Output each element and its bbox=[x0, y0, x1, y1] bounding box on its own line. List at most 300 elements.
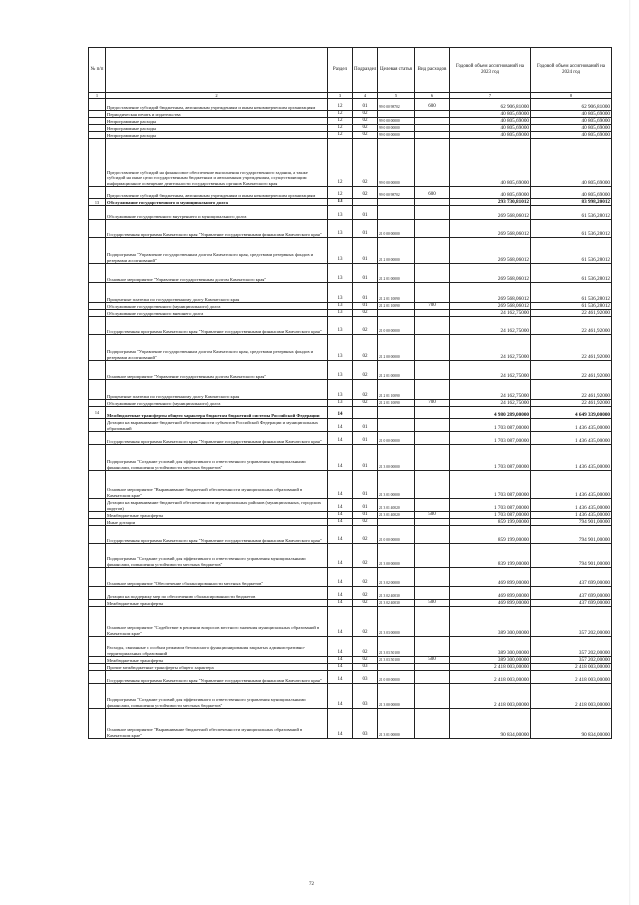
table-row bbox=[89, 361, 612, 380]
razdel-cell: 14 bbox=[328, 519, 353, 526]
table-row bbox=[89, 587, 612, 600]
allocation-2023-cell: 1 703 087,00000 bbox=[450, 499, 531, 512]
razdel-cell: 14 bbox=[328, 544, 353, 568]
budget-allocation-table bbox=[88, 47, 612, 739]
row-number-cell bbox=[89, 526, 106, 544]
row-name-cell: Обслуживание государственного (муниципального) долга bbox=[106, 400, 328, 407]
allocation-2023-cell: 2 418 003,00000 bbox=[450, 671, 531, 684]
razdel-cell: 14 bbox=[328, 600, 353, 607]
row-number-cell bbox=[89, 132, 106, 139]
row-name-cell: Непрограммные расходы bbox=[106, 125, 328, 132]
table-row bbox=[89, 544, 612, 568]
header-name bbox=[106, 48, 328, 93]
target-article-cell bbox=[378, 206, 415, 220]
razdel-cell: 14 bbox=[328, 637, 353, 657]
allocation-2024-cell: 1 436 435,00000 bbox=[531, 445, 612, 471]
row-number-cell bbox=[89, 187, 106, 199]
podrazdel-cell: 03 bbox=[353, 664, 378, 671]
table-row bbox=[89, 99, 612, 111]
podrazdel-cell: 02 bbox=[353, 118, 378, 125]
row-number-cell bbox=[89, 303, 106, 310]
expense-type-cell bbox=[415, 199, 450, 206]
allocation-2024-cell: 437 699,00000 bbox=[531, 568, 612, 587]
razdel-cell: 14 bbox=[328, 607, 353, 637]
row-name-cell: Межбюджетные трансферты bbox=[106, 657, 328, 664]
podrazdel-cell: 02 bbox=[353, 380, 378, 400]
allocation-2024-cell: 22 461,92000 bbox=[531, 317, 612, 335]
target-article-cell: 21 2 00 00000 bbox=[378, 335, 415, 361]
allocation-2023-cell: 389 300,00000 bbox=[450, 637, 531, 657]
row-name-cell: Непрограммные расходы bbox=[106, 118, 328, 125]
header-razdel: Раздел bbox=[328, 48, 353, 93]
expense-type-cell bbox=[415, 709, 450, 739]
razdel-cell: 13 bbox=[328, 361, 353, 380]
row-number-cell bbox=[89, 118, 106, 125]
allocation-2024-cell: 22 461,92000 bbox=[531, 380, 612, 400]
podrazdel-cell: 02 bbox=[353, 187, 378, 199]
row-name-cell: Периодическая печать и издательства bbox=[106, 111, 328, 118]
allocation-2024-cell: 4 649 339,00000 bbox=[531, 407, 612, 419]
table-row bbox=[89, 264, 612, 283]
allocation-2023-cell: 24 162,75000 bbox=[450, 380, 531, 400]
row-name-cell: Подпрограмма "Создание условий для эффективного и ответственного управления муниципальными финансами, повышения устойчивости местных бюджетов" bbox=[106, 544, 328, 568]
podrazdel-cell: 01 bbox=[353, 512, 378, 519]
razdel-cell: 14 bbox=[328, 512, 353, 519]
expense-type-cell: 700 bbox=[415, 303, 450, 310]
podrazdel-cell: 02 bbox=[353, 607, 378, 637]
row-number-cell bbox=[89, 400, 106, 407]
razdel-cell: 13 bbox=[328, 310, 353, 317]
podrazdel-cell: 02 bbox=[353, 544, 378, 568]
allocation-2023-cell: 62 906,81000 bbox=[450, 99, 531, 111]
row-number-cell bbox=[89, 335, 106, 361]
row-name-cell: Основное мероприятие "Обеспечение сбалансированности местных бюджетов" bbox=[106, 568, 328, 587]
razdel-cell: 14 bbox=[328, 684, 353, 709]
allocation-2023-cell: 24 162,75000 bbox=[450, 317, 531, 335]
allocation-2024-cell: 1 436 435,00000 bbox=[531, 499, 612, 512]
header-allocation-2024: Годовой объем ассигнований на 2024 год bbox=[531, 48, 612, 93]
podrazdel-cell bbox=[353, 407, 378, 419]
allocation-2024-cell: 40 805,69000 bbox=[531, 132, 612, 139]
row-name-cell: Межбюджетные трансферты bbox=[106, 512, 328, 519]
razdel-cell: 13 bbox=[328, 303, 353, 310]
allocation-2023-cell: 269 568,06012 bbox=[450, 264, 531, 283]
table-row bbox=[89, 139, 612, 187]
target-article-cell: 21 0 00 00000 bbox=[378, 526, 415, 544]
row-number-cell bbox=[89, 432, 106, 445]
page-number: 72 bbox=[309, 882, 314, 887]
row-name-cell: Подпрограмма "Управление государственным долгом Камчатского края, средствами резервных фондов и резервами ассигнований" bbox=[106, 238, 328, 264]
allocation-2024-cell: 794 901,00000 bbox=[531, 544, 612, 568]
row-number-cell bbox=[89, 664, 106, 671]
row-name-cell: Межбюджетные трансферты общего характера бюджетам бюджетной системы Российской Федерации bbox=[106, 407, 328, 419]
column-index: 4 bbox=[353, 93, 378, 99]
table-row bbox=[89, 335, 612, 361]
row-number-cell bbox=[89, 317, 106, 335]
podrazdel-cell: 02 bbox=[353, 526, 378, 544]
allocation-2023-cell: 40 805,69000 bbox=[450, 132, 531, 139]
allocation-2023-cell: 389 300,00000 bbox=[450, 657, 531, 664]
podrazdel-cell: 02 bbox=[353, 519, 378, 526]
target-article-cell: 21 3 03 00000 bbox=[378, 607, 415, 637]
row-number-cell bbox=[89, 283, 106, 303]
target-article-cell: 21 2 01 00000 bbox=[378, 361, 415, 380]
allocation-2023-cell: 469 899,00000 bbox=[450, 600, 531, 607]
razdel-cell: 13 bbox=[328, 400, 353, 407]
row-number-cell: 13 bbox=[89, 199, 106, 206]
allocation-2024-cell: 62 906,81000 bbox=[531, 99, 612, 111]
allocation-2023-cell: 24 162,75000 bbox=[450, 400, 531, 407]
allocation-2023-cell: 24 162,75000 bbox=[450, 335, 531, 361]
allocation-2023-cell: 90 834,00000 bbox=[450, 709, 531, 739]
allocation-2024-cell: 1 436 435,00000 bbox=[531, 512, 612, 519]
podrazdel-cell: 01 bbox=[353, 99, 378, 111]
row-name-cell: Подпрограмма "Управление государственным долгом Камчатского края, средствами резервных фондов и резервами ассигнований" bbox=[106, 335, 328, 361]
expense-type-cell bbox=[415, 361, 450, 380]
table-row bbox=[89, 199, 612, 206]
table-row bbox=[89, 637, 612, 657]
table-row bbox=[89, 283, 612, 303]
row-name-cell: Процентные платежи по государственному долгу Камчатского края bbox=[106, 380, 328, 400]
row-name-cell: Основное мероприятие "Управление государственным долгом Камчатского края" bbox=[106, 264, 328, 283]
expense-type-cell bbox=[415, 238, 450, 264]
target-article-cell bbox=[378, 111, 415, 118]
podrazdel-cell: 02 bbox=[353, 317, 378, 335]
razdel-cell: 14 bbox=[328, 526, 353, 544]
row-name-cell: Подпрограмма "Создание условий для эффективного и ответственного управления муниципальными финансами, повышения устойчивости местных бюджетов" bbox=[106, 684, 328, 709]
table-row bbox=[89, 445, 612, 471]
expense-type-cell bbox=[415, 220, 450, 238]
allocation-2024-cell: 40 805,69000 bbox=[531, 111, 612, 118]
table-row bbox=[89, 684, 612, 709]
target-article-cell: 21 0 00 00000 bbox=[378, 671, 415, 684]
razdel-cell: 14 bbox=[328, 419, 353, 432]
target-article-cell: 21 2 01 10090 bbox=[378, 303, 415, 310]
target-article-cell: 99 0 00 98702 bbox=[378, 187, 415, 199]
expense-type-cell bbox=[415, 445, 450, 471]
allocation-2024-cell: 40 805,69000 bbox=[531, 118, 612, 125]
row-name-cell: Расходы, связанные с особым режимом безопасного функционирования закрытых административно-территориальных образований bbox=[106, 637, 328, 657]
target-article-cell: 99 0 00 98702 bbox=[378, 99, 415, 111]
row-name-cell: Государственная программа Камчатского края "Управление государственными финансами Камчатского края" bbox=[106, 432, 328, 445]
podrazdel-cell: 02 bbox=[353, 139, 378, 187]
row-number-cell bbox=[89, 512, 106, 519]
allocation-2024-cell: 83 998,20012 bbox=[531, 199, 612, 206]
row-number-cell bbox=[89, 684, 106, 709]
row-number-cell bbox=[89, 111, 106, 118]
razdel-cell: 12 bbox=[328, 125, 353, 132]
table-row bbox=[89, 499, 612, 512]
allocation-2024-cell: 22 461,92000 bbox=[531, 400, 612, 407]
row-number-cell bbox=[89, 657, 106, 664]
podrazdel-cell: 01 bbox=[353, 432, 378, 445]
expense-type-cell bbox=[415, 519, 450, 526]
row-number-cell bbox=[89, 361, 106, 380]
podrazdel-cell: 03 bbox=[353, 684, 378, 709]
target-article-cell: 21 3 01 40020 bbox=[378, 499, 415, 512]
target-article-cell: 21 0 00 00000 bbox=[378, 432, 415, 445]
allocation-2024-cell: 40 805,69000 bbox=[531, 125, 612, 132]
allocation-2023-cell: 269 568,06012 bbox=[450, 303, 531, 310]
row-name-cell: Подпрограмма "Создание условий для эффективного и ответственного управления муниципальными финансами, повышения устойчивости местных бюджетов" bbox=[106, 445, 328, 471]
podrazdel-cell: 01 bbox=[353, 419, 378, 432]
expense-type-cell bbox=[415, 283, 450, 303]
razdel-cell: 13 bbox=[328, 220, 353, 238]
column-index: 1 bbox=[89, 93, 106, 99]
expense-type-cell bbox=[415, 118, 450, 125]
expense-type-cell bbox=[415, 264, 450, 283]
column-index: 7 bbox=[450, 93, 531, 99]
allocation-2023-cell: 1 703 087,00000 bbox=[450, 471, 531, 499]
table-row bbox=[89, 125, 612, 132]
podrazdel-cell: 01 bbox=[353, 264, 378, 283]
razdel-cell: 14 bbox=[328, 587, 353, 600]
razdel-cell: 14 bbox=[328, 671, 353, 684]
row-number-cell bbox=[89, 264, 106, 283]
expense-type-cell bbox=[415, 671, 450, 684]
scan-edge-shadow bbox=[629, 0, 631, 905]
target-article-cell: 21 3 02 40030 bbox=[378, 600, 415, 607]
expense-type-cell bbox=[415, 125, 450, 132]
expense-type-cell bbox=[415, 310, 450, 317]
target-article-cell: 21 3 01 00000 bbox=[378, 709, 415, 739]
podrazdel-cell: 02 bbox=[353, 568, 378, 587]
target-article-cell bbox=[378, 407, 415, 419]
target-article-cell: 99 0 00 00000 bbox=[378, 125, 415, 132]
expense-type-cell bbox=[415, 407, 450, 419]
row-number-cell bbox=[89, 380, 106, 400]
expense-type-cell: 500 bbox=[415, 657, 450, 664]
table-body bbox=[89, 99, 612, 739]
target-article-cell: 21 2 01 10090 bbox=[378, 380, 415, 400]
razdel-cell: 13 bbox=[328, 380, 353, 400]
allocation-2023-cell: 1 703 087,00000 bbox=[450, 512, 531, 519]
allocation-2024-cell: 437 699,00000 bbox=[531, 600, 612, 607]
row-name-cell: Государственная программа Камчатского края "Управление государственными финансами Камчатского края" bbox=[106, 317, 328, 335]
expense-type-cell bbox=[415, 432, 450, 445]
allocation-2024-cell: 1 436 435,00000 bbox=[531, 419, 612, 432]
podrazdel-cell bbox=[353, 199, 378, 206]
row-number-cell bbox=[89, 206, 106, 220]
podrazdel-cell: 02 bbox=[353, 400, 378, 407]
allocation-2023-cell: 269 568,06012 bbox=[450, 238, 531, 264]
allocation-2023-cell: 1 703 087,00000 bbox=[450, 445, 531, 471]
column-index: 8 bbox=[531, 93, 612, 99]
row-name-cell: Государственная программа Камчатского края "Управление государственными финансами Камчатского края" bbox=[106, 671, 328, 684]
allocation-2024-cell: 22 461,92000 bbox=[531, 361, 612, 380]
expense-type-cell bbox=[415, 380, 450, 400]
allocation-2023-cell: 859 199,00000 bbox=[450, 519, 531, 526]
razdel-cell: 13 bbox=[328, 199, 353, 206]
row-name-cell: Дотации на выравнивание бюджетной обеспеченности муниципальных районов (муниципальных, городских округов) bbox=[106, 499, 328, 512]
allocation-2023-cell: 1 703 087,00000 bbox=[450, 432, 531, 445]
row-name-cell: Дотации на поддержку мер по обеспечению сбалансированности бюджетов bbox=[106, 587, 328, 600]
razdel-cell: 14 bbox=[328, 657, 353, 664]
table-row bbox=[89, 512, 612, 519]
target-article-cell bbox=[378, 310, 415, 317]
podrazdel-cell: 01 bbox=[353, 283, 378, 303]
row-number-cell bbox=[89, 709, 106, 739]
target-article-cell: 21 3 00 00000 bbox=[378, 445, 415, 471]
row-number-cell bbox=[89, 471, 106, 499]
razdel-cell: 13 bbox=[328, 264, 353, 283]
razdel-cell: 13 bbox=[328, 283, 353, 303]
razdel-cell: 14 bbox=[328, 568, 353, 587]
allocation-2024-cell: 61 536,28012 bbox=[531, 264, 612, 283]
target-article-cell bbox=[378, 199, 415, 206]
row-name-cell: Основное мероприятие "Содействие в решении вопросов местного значения муниципальных образований в Камчатском крае" bbox=[106, 607, 328, 637]
row-number-cell bbox=[89, 99, 106, 111]
row-name-cell: Обслуживание государственного и муниципального долга bbox=[106, 199, 328, 206]
podrazdel-cell: 03 bbox=[353, 709, 378, 739]
allocation-2024-cell: 61 536,28012 bbox=[531, 303, 612, 310]
allocation-2024-cell: 794 901,00000 bbox=[531, 526, 612, 544]
row-number-cell bbox=[89, 445, 106, 471]
razdel-cell: 14 bbox=[328, 471, 353, 499]
razdel-cell: 14 bbox=[328, 445, 353, 471]
header-num: № п/п bbox=[89, 48, 106, 93]
row-number-cell bbox=[89, 139, 106, 187]
razdel-cell: 13 bbox=[328, 317, 353, 335]
target-article-cell: 21 2 00 00000 bbox=[378, 238, 415, 264]
allocation-2023-cell: 389 300,00000 bbox=[450, 607, 531, 637]
expense-type-cell bbox=[415, 587, 450, 600]
allocation-2024-cell: 2 418 003,00000 bbox=[531, 684, 612, 709]
expense-type-cell bbox=[415, 684, 450, 709]
allocation-2024-cell: 357 202,00000 bbox=[531, 657, 612, 664]
row-name-cell: Межбюджетные трансферты bbox=[106, 600, 328, 607]
table-row bbox=[89, 407, 612, 419]
allocation-2024-cell: 357 202,00000 bbox=[531, 607, 612, 637]
allocation-2023-cell: 859 199,00000 bbox=[450, 526, 531, 544]
row-number-cell bbox=[89, 544, 106, 568]
allocation-2024-cell: 1 436 435,00000 bbox=[531, 471, 612, 499]
row-name-cell: Предоставление субсидий бюджетным, автономным учреждениям и иным некоммерческим организациям bbox=[106, 187, 328, 199]
razdel-cell: 13 bbox=[328, 206, 353, 220]
target-article-cell: 99 0 00 00000 bbox=[378, 132, 415, 139]
target-article-cell: 21 0 00 00000 bbox=[378, 317, 415, 335]
expense-type-cell bbox=[415, 568, 450, 587]
table-header-row bbox=[89, 48, 612, 93]
target-article-cell: 21 3 02 40030 bbox=[378, 587, 415, 600]
table-row bbox=[89, 471, 612, 499]
podrazdel-cell: 02 bbox=[353, 587, 378, 600]
expense-type-cell: 600 bbox=[415, 99, 450, 111]
target-article-cell: 21 3 01 00000 bbox=[378, 471, 415, 499]
expense-type-cell: 500 bbox=[415, 512, 450, 519]
header-target-article: Целевая статья bbox=[378, 48, 415, 93]
target-article-cell: 99 0 00 00000 bbox=[378, 118, 415, 125]
table-row bbox=[89, 303, 612, 310]
allocation-2023-cell: 24 162,75000 bbox=[450, 361, 531, 380]
podrazdel-cell: 01 bbox=[353, 471, 378, 499]
allocation-2023-cell: 269 568,06012 bbox=[450, 220, 531, 238]
target-article-cell: 21 3 00 00000 bbox=[378, 544, 415, 568]
allocation-2023-cell: 269 568,06012 bbox=[450, 206, 531, 220]
row-name-cell: Основное мероприятие "Выравнивание бюджетной обеспеченности муниципальных образований в Камчатском крае" bbox=[106, 709, 328, 739]
expense-type-cell: 600 bbox=[415, 187, 450, 199]
row-name-cell: Непрограммные расходы bbox=[106, 132, 328, 139]
allocation-2023-cell: 24 162,75000 bbox=[450, 310, 531, 317]
razdel-cell: 12 bbox=[328, 118, 353, 125]
allocation-2023-cell: 293 730,81012 bbox=[450, 199, 531, 206]
podrazdel-cell: 02 bbox=[353, 335, 378, 361]
allocation-2024-cell: 61 536,28012 bbox=[531, 238, 612, 264]
razdel-cell: 12 bbox=[328, 132, 353, 139]
podrazdel-cell: 02 bbox=[353, 111, 378, 118]
razdel-cell: 14 bbox=[328, 432, 353, 445]
allocation-2024-cell: 61 536,28012 bbox=[531, 206, 612, 220]
podrazdel-cell: 02 bbox=[353, 361, 378, 380]
row-number-cell bbox=[89, 310, 106, 317]
table-row bbox=[89, 526, 612, 544]
row-number-cell: 14 bbox=[89, 407, 106, 419]
row-name-cell: Государственная программа Камчатского края "Управление государственными финансами Камчатского края" bbox=[106, 526, 328, 544]
row-number-cell bbox=[89, 125, 106, 132]
row-name-cell: Основное мероприятие "Выравнивание бюджетной обеспеченности муниципальных образований в Камчатском крае" bbox=[106, 471, 328, 499]
table-row bbox=[89, 238, 612, 264]
column-index: 5 bbox=[378, 93, 415, 99]
allocation-2024-cell: 357 202,00000 bbox=[531, 637, 612, 657]
row-name-cell: Процентные платежи по государственному долгу Камчатского края bbox=[106, 283, 328, 303]
table-row bbox=[89, 419, 612, 432]
podrazdel-cell: 01 bbox=[353, 238, 378, 264]
expense-type-cell bbox=[415, 607, 450, 637]
allocation-2024-cell: 40 805,69000 bbox=[531, 139, 612, 187]
podrazdel-cell: 02 bbox=[353, 125, 378, 132]
allocation-2024-cell: 1 436 435,00000 bbox=[531, 432, 612, 445]
allocation-2023-cell: 40 805,69000 bbox=[450, 111, 531, 118]
expense-type-cell: 500 bbox=[415, 600, 450, 607]
podrazdel-cell: 01 bbox=[353, 445, 378, 471]
razdel-cell: 12 bbox=[328, 139, 353, 187]
row-number-cell bbox=[89, 568, 106, 587]
target-article-cell: 21 2 01 10090 bbox=[378, 283, 415, 303]
table-row bbox=[89, 657, 612, 664]
row-number-cell bbox=[89, 519, 106, 526]
podrazdel-cell: 02 bbox=[353, 657, 378, 664]
column-index: 6 bbox=[415, 93, 450, 99]
razdel-cell: 13 bbox=[328, 238, 353, 264]
allocation-2024-cell: 22 461,92000 bbox=[531, 310, 612, 317]
column-index: 3 bbox=[328, 93, 353, 99]
podrazdel-cell: 01 bbox=[353, 220, 378, 238]
podrazdel-cell: 01 bbox=[353, 206, 378, 220]
podrazdel-cell: 01 bbox=[353, 303, 378, 310]
row-name-cell: Иные дотации bbox=[106, 519, 328, 526]
table-row bbox=[89, 187, 612, 199]
razdel-cell: 14 bbox=[328, 407, 353, 419]
razdel-cell: 12 bbox=[328, 111, 353, 118]
allocation-2024-cell: 61 536,28012 bbox=[531, 283, 612, 303]
row-name-cell: Обслуживание государственного внешнего долга bbox=[106, 310, 328, 317]
row-number-cell bbox=[89, 600, 106, 607]
target-article-cell: 21 0 00 00000 bbox=[378, 220, 415, 238]
table-row bbox=[89, 671, 612, 684]
table-row bbox=[89, 600, 612, 607]
row-name-cell: Обслуживание государственного (муниципального) долга bbox=[106, 303, 328, 310]
target-article-cell bbox=[378, 419, 415, 432]
table-row bbox=[89, 132, 612, 139]
target-article-cell: 21 2 01 10090 bbox=[378, 400, 415, 407]
table-row bbox=[89, 519, 612, 526]
expense-type-cell bbox=[415, 139, 450, 187]
target-article-cell: 21 3 00 00000 bbox=[378, 684, 415, 709]
row-number-cell bbox=[89, 419, 106, 432]
target-article-cell: 21 3 01 40020 bbox=[378, 512, 415, 519]
row-number-cell bbox=[89, 220, 106, 238]
allocation-2024-cell: 40 805,69000 bbox=[531, 187, 612, 199]
